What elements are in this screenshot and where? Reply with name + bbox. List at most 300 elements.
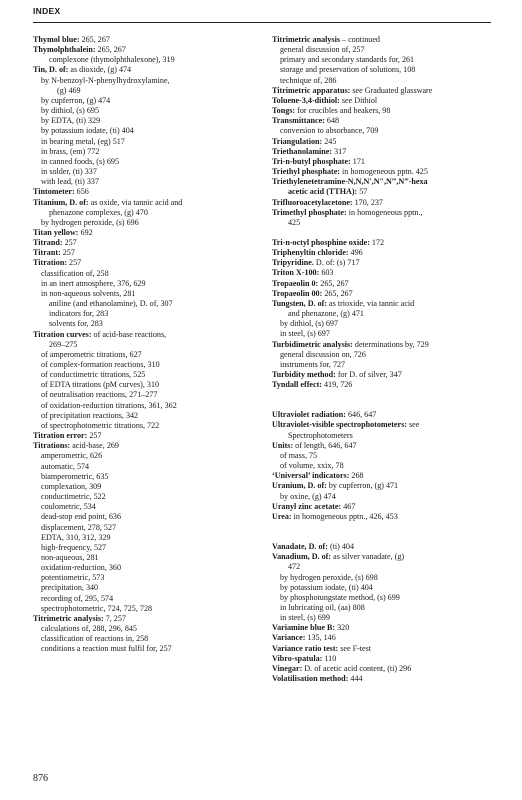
entry-text: in homogeneous pptn. 425 <box>339 167 428 177</box>
entry-heading: Trimethyl phosphate: <box>272 207 347 217</box>
entry-text: of length, 646, 647 <box>293 440 357 450</box>
entry-text: (g) 469 <box>57 85 81 95</box>
index-entry <box>272 137 498 147</box>
entry-text: technique of, 286 <box>280 75 337 85</box>
entry-text: indicators for, 283 <box>49 309 109 319</box>
entry-heading: Trifluoroacetylacetone: <box>272 197 353 207</box>
entry-heading: Tyndall effect: <box>272 380 322 390</box>
index-entry <box>33 228 265 238</box>
entry-heading: Vanadate, D. of: <box>272 542 328 552</box>
index-subentry <box>33 218 265 228</box>
index-subentry <box>33 96 265 106</box>
header-rule <box>33 22 491 23</box>
index-entry <box>272 248 498 258</box>
entry-heading: Vinegar: <box>272 663 303 673</box>
entry-text: solvents for, 283 <box>49 319 103 329</box>
index-subentry <box>33 167 265 177</box>
entry-text: automatic, 574 <box>41 461 90 471</box>
index-subentry <box>272 309 498 319</box>
index-subentry <box>33 411 265 421</box>
entry-text: of spectrophotometric titrations, 722 <box>41 420 160 430</box>
running-header: INDEX <box>33 6 61 16</box>
entry-heading: Turbidimetric analysis: <box>272 339 353 349</box>
index-entry <box>272 86 498 96</box>
entry-text: by hydrogen peroxide, (s) 698 <box>280 572 378 582</box>
entry-heading: Triethyl phosphate: <box>272 167 340 177</box>
index-subentry <box>33 208 265 218</box>
entry-text: determinations by, 729 <box>352 339 429 349</box>
entry-heading: Uranyl zinc acetate: <box>272 501 342 511</box>
entry-heading: Turbidity method: <box>272 370 336 379</box>
entry-heading: Triethylenetetramine-N,N,N′,N″,N‴,N‴-hexa <box>272 177 428 187</box>
index-subentry <box>272 360 498 370</box>
index-subentry <box>33 116 265 126</box>
index-subentry <box>33 451 265 461</box>
entry-text: storage and preservation of solutions, 108 <box>280 65 416 75</box>
entry-text: by cupferron, (g) 471 <box>326 481 399 491</box>
index-subentry <box>33 380 265 390</box>
index-subentry <box>272 218 498 228</box>
entry-text: 257 <box>87 431 102 441</box>
entry-heading: Urea: <box>272 511 292 521</box>
index-subentry <box>33 563 265 573</box>
entry-text: of precipitation reactions, 342 <box>41 410 139 420</box>
index-column-left <box>33 35 265 655</box>
index-entry <box>33 187 265 197</box>
entry-text: by potassium iodate, (ti) 404 <box>280 582 373 592</box>
entry-heading: Toluene-3,4-dithiol: <box>272 95 340 105</box>
entry-text: 265, 267 <box>322 288 353 298</box>
entry-text: by dithiol, (s) 697 <box>280 319 339 329</box>
index-entry <box>272 502 498 512</box>
section-gap <box>272 390 498 400</box>
entry-text: of EDTA titrations (pM curves), 310 <box>41 380 160 390</box>
index-subentry <box>33 390 265 400</box>
entry-text: non-aqueous, 281 <box>41 552 99 562</box>
entry-text: see F-test <box>338 643 372 653</box>
index-entry <box>33 431 265 441</box>
index-subentry <box>33 55 265 65</box>
index-subentry <box>33 421 265 431</box>
index-subentry <box>33 309 265 319</box>
entry-text: of volume, xxix, 78 <box>280 461 344 471</box>
entry-heading: Titration: <box>33 258 68 268</box>
index-subentry <box>33 624 265 634</box>
index-subentry <box>272 431 498 441</box>
entry-text: (ti) 404 <box>327 542 354 552</box>
index-entry <box>272 471 498 481</box>
index-subentry <box>33 279 265 289</box>
entry-text: by phosphotungstate method, (s) 699 <box>280 592 400 602</box>
entry-text: general discussion of, 257 <box>280 45 365 55</box>
entry-text: high-frequency, 527 <box>41 542 107 552</box>
index-subentry <box>33 76 265 86</box>
entry-text: of complex-formation reactions, 310 <box>41 360 160 369</box>
entry-text: 320 <box>335 623 350 633</box>
index-entry <box>272 198 498 208</box>
index-subentry <box>272 187 498 197</box>
index-entry <box>33 45 265 55</box>
index-entry <box>272 208 498 218</box>
index-subentry <box>33 482 265 492</box>
index-entry <box>272 633 498 643</box>
index-subentry <box>33 126 265 136</box>
index-entry <box>272 370 498 380</box>
entry-heading: Titration error: <box>33 431 88 441</box>
index-entry <box>33 198 265 208</box>
index-entry <box>272 380 498 390</box>
index-entry <box>272 674 498 684</box>
entry-heading: Thymolphthalein: <box>33 45 96 55</box>
entry-text: calculations of, 288, 296, 845 <box>41 624 137 634</box>
index-entry <box>33 441 265 451</box>
index-subentry <box>33 370 265 380</box>
index-subentry <box>272 126 498 136</box>
entry-text: 496 <box>348 248 363 258</box>
index-entry <box>272 552 498 562</box>
entry-heading: Titrimetric analysis: <box>33 613 104 623</box>
index-subentry <box>33 573 265 583</box>
index-subentry <box>33 289 265 299</box>
entry-text: complexation, 309 <box>41 481 102 491</box>
entry-heading: Volatilisation method: <box>272 674 349 684</box>
entry-text: in canned foods, (s) 695 <box>41 156 119 166</box>
entry-text: instruments for, 727 <box>280 359 346 369</box>
index-subentry <box>272 350 498 360</box>
entry-heading: Tropaeolin 00: <box>272 288 323 298</box>
entry-text: aniline (and ethanolamine), D. of, 307 <box>49 299 173 309</box>
entry-text: 7, 257 <box>103 613 126 623</box>
entry-text: 171 <box>350 156 365 166</box>
index-entry <box>272 167 498 177</box>
index-entry <box>272 340 498 350</box>
index-entry <box>272 268 498 278</box>
entry-text: oxidation-reduction, 360 <box>41 563 122 573</box>
index-entry <box>272 157 498 167</box>
section-gap <box>272 532 498 542</box>
index-subentry <box>33 147 265 157</box>
entry-text: in steel, (s) 697 <box>280 329 330 339</box>
entry-heading: Titration curves: <box>33 329 92 339</box>
entry-text: by oxine, (g) 474 <box>280 491 336 501</box>
entry-text: 444 <box>348 674 363 684</box>
entry-text: 317 <box>332 146 347 156</box>
index-subentry <box>33 360 265 370</box>
entry-text: 265, 267 <box>79 35 110 44</box>
index-subentry <box>272 329 498 339</box>
entry-heading: Thymol blue: <box>33 35 80 44</box>
index-subentry <box>272 583 498 593</box>
entry-text: precipitation, 340 <box>41 583 99 593</box>
entry-text: coulometric, 534 <box>41 502 96 512</box>
index-subentry <box>272 76 498 86</box>
index-subentry <box>33 137 265 147</box>
index-subentry <box>272 461 498 471</box>
index-subentry <box>33 543 265 553</box>
entry-heading: Variance ratio test: <box>272 643 339 653</box>
entry-text: D. of acetic acid content, (ti) 296 <box>302 663 412 673</box>
entry-text: for D. of silver, 347 <box>335 370 402 379</box>
index-subentry <box>33 177 265 187</box>
index-entry <box>272 441 498 451</box>
index-subentry <box>33 299 265 309</box>
entry-text: conversion to absorbance, 709 <box>280 126 379 136</box>
index-entry <box>272 289 498 299</box>
index-column-right <box>272 35 498 684</box>
entry-text: 467 <box>341 501 356 511</box>
entry-text: 425 <box>288 217 301 227</box>
entry-heading: Triphenyltin chloride: <box>272 248 349 258</box>
entry-text: by hydrogen peroxide, (s) 696 <box>41 217 139 227</box>
entry-text: 172 <box>369 237 385 247</box>
entry-text: 257 <box>62 238 77 248</box>
entry-heading: Tungsten, D. of: <box>272 298 328 308</box>
index-subentry <box>33 634 265 644</box>
entry-text: dead-stop end point, 636 <box>41 512 122 522</box>
index-subentry <box>33 401 265 411</box>
entry-heading: Tri-n-butyl phosphate: <box>272 156 351 166</box>
index-subentry <box>33 106 265 116</box>
index-entry <box>272 654 498 664</box>
index-entry <box>272 116 498 126</box>
entry-text: 419, 726 <box>321 380 353 390</box>
index-subentry <box>33 553 265 563</box>
index-subentry <box>33 472 265 482</box>
entry-text: in homogeneous pptn., <box>346 207 423 217</box>
index-entry <box>272 106 498 116</box>
entry-text: EDTA, 310, 312, 329 <box>41 532 111 542</box>
index-entry <box>272 177 498 187</box>
index-subentry <box>272 319 498 329</box>
entry-heading: Vanadium, D. of: <box>272 552 332 562</box>
entry-text: 646, 647 <box>345 410 377 420</box>
index-subentry <box>272 593 498 603</box>
entry-text: in homogeneous pptn., 426, 453 <box>291 511 398 521</box>
entry-text: by cupferron, (g) 474 <box>41 95 111 105</box>
entry-heading: Titrimetric analysis <box>272 35 340 44</box>
entry-text: complexone (thymolphthalexone), 319 <box>49 55 175 65</box>
index-subentry <box>33 340 265 350</box>
entry-heading: Triethanolamine: <box>272 146 333 156</box>
index-entry <box>33 614 265 624</box>
entry-text: of amperometric titrations, 627 <box>41 349 142 359</box>
entry-text: phenazone complexes, (g) 470 <box>49 207 148 217</box>
entry-heading: Transmittance: <box>272 116 325 126</box>
entry-text: 57 <box>357 187 368 197</box>
index-entry <box>272 147 498 157</box>
entry-text: spectrophotometric, 724, 725, 728 <box>41 603 153 613</box>
entry-text: 257 <box>60 248 75 258</box>
index-subentry <box>33 492 265 502</box>
index-entry <box>33 258 265 268</box>
entry-text: and phenazone, (g) 471 <box>288 309 364 319</box>
entry-text: conductimetric, 522 <box>41 492 106 502</box>
entry-text: as silver vanadate, (g) <box>331 552 405 562</box>
entry-text: 269–275 <box>49 339 78 349</box>
entry-text: 257 <box>67 258 82 268</box>
entry-heading: Titrations: <box>33 441 71 451</box>
entry-heading: Variamine blue B: <box>272 623 336 633</box>
entry-heading: Tropaeolin 0: <box>272 278 319 288</box>
entry-heading: Titanium, D. of: <box>33 197 89 207</box>
entry-heading: Tintometer: <box>33 187 75 197</box>
entry-text: by potassium iodate, (ti) 404 <box>41 126 134 136</box>
entry-text: amperometric, 626 <box>41 451 103 461</box>
entry-text: see Dithiol <box>339 95 378 105</box>
entry-text: D. of: (s) 717 <box>313 258 360 268</box>
index-subentry <box>272 573 498 583</box>
index-subentry <box>33 157 265 167</box>
entry-heading: Units: <box>272 440 294 450</box>
index-entry <box>272 542 498 552</box>
entry-text: in steel, (s) 699 <box>280 613 330 623</box>
index-entry <box>272 644 498 654</box>
entry-text: – continued <box>339 35 380 44</box>
entry-text: with lead, (ti) 337 <box>41 177 99 187</box>
index-subentry <box>33 350 265 360</box>
entry-text: 135, 146 <box>305 633 336 643</box>
index-entry <box>272 299 498 309</box>
entry-heading: Titrant: <box>33 248 61 258</box>
index-entry <box>33 248 265 258</box>
entry-text: of neutralisation reactions, 271–277 <box>41 390 158 400</box>
entry-text: by N-benzoyl-N-phenylhydroxylamine, <box>41 75 170 85</box>
entry-heading: Vibro-spatula: <box>272 653 323 663</box>
entry-text: in bearing metal, (eg) 517 <box>41 136 125 146</box>
index-subentry <box>272 45 498 55</box>
entry-heading: Triton X-100: <box>272 268 320 278</box>
index-subentry <box>33 462 265 472</box>
entry-text: of conductimetric titrations, 525 <box>41 370 146 380</box>
index-subentry <box>33 269 265 279</box>
entry-text: 648 <box>324 116 340 126</box>
index-entry <box>272 664 498 674</box>
entry-text: by dithiol, (s) 695 <box>41 106 100 116</box>
entry-text: 656 <box>74 187 89 197</box>
entry-text: primary and secondary standards for, 261 <box>280 55 415 65</box>
entry-text: classification of reactions in, 258 <box>41 634 149 644</box>
section-gap <box>272 400 498 410</box>
entry-text: 472 <box>288 562 301 572</box>
entry-heading: Titrimetric apparatus: <box>272 85 351 95</box>
index-entry <box>272 35 498 45</box>
entry-text: 170, 237 <box>352 197 383 207</box>
index-entry <box>272 410 498 420</box>
entry-text: 110 <box>322 653 337 663</box>
section-gap <box>272 228 498 238</box>
entry-text: in solder, (ti) 337 <box>41 167 97 177</box>
index-subentry <box>33 319 265 329</box>
index-subentry <box>272 613 498 623</box>
index-subentry <box>272 65 498 75</box>
index-subentry <box>272 451 498 461</box>
entry-heading: Titan yellow: <box>33 227 79 237</box>
index-subentry <box>33 644 265 654</box>
entry-text: 265, 267 <box>95 45 126 55</box>
entry-text: displacement, 278, 527 <box>41 522 117 532</box>
entry-text: by EDTA, (ti) 329 <box>41 116 101 126</box>
entry-text: see <box>406 420 420 430</box>
index-entry <box>272 238 498 248</box>
entry-text: as trioxide, via tannic acid <box>327 298 415 308</box>
index-subentry <box>33 533 265 543</box>
entry-text: of mass, 75 <box>280 450 318 460</box>
index-subentry <box>33 512 265 522</box>
index-entry <box>272 279 498 289</box>
index-entry <box>272 623 498 633</box>
index-entry <box>272 258 498 268</box>
entry-text: as dioxide, (g) 474 <box>68 65 132 75</box>
entry-text: classification of, 258 <box>41 268 109 278</box>
entry-text: recording of, 295, 574 <box>41 593 114 603</box>
entry-text: 692 <box>78 227 93 237</box>
entry-text: as oxide, via tannic acid and <box>88 197 183 207</box>
index-subentry <box>33 502 265 512</box>
entry-text: 245 <box>322 136 337 146</box>
index-subentry <box>272 562 498 572</box>
entry-heading: Uranium, D. of: <box>272 481 327 491</box>
index-subentry <box>33 604 265 614</box>
entry-text: see Graduated glassware <box>350 85 433 95</box>
section-gap <box>272 522 498 532</box>
entry-text: general discussion on, 726 <box>280 349 366 359</box>
index-subentry <box>33 523 265 533</box>
entry-heading: Titrand: <box>33 238 63 248</box>
entry-heading: acetic acid (TTHA): <box>288 187 358 197</box>
index-entry <box>33 238 265 248</box>
index-entry <box>272 512 498 522</box>
entry-text: conditions a reaction must fulfil for, 257 <box>41 644 172 654</box>
entry-text: of acid-base reactions, <box>91 329 167 339</box>
index-entry <box>33 65 265 75</box>
index-subentry <box>33 594 265 604</box>
entry-heading: Variance: <box>272 633 306 643</box>
index-entry <box>272 481 498 491</box>
entry-text: 265, 267 <box>318 278 349 288</box>
entry-heading: Tongs: <box>272 106 296 116</box>
entry-text: in lubricating oil, (aa) 808 <box>280 602 365 612</box>
entry-text: potentiometric, 573 <box>41 573 105 583</box>
index-subentry <box>33 583 265 593</box>
index-entry <box>33 35 265 45</box>
entry-text: biamperometric, 635 <box>41 471 109 481</box>
entry-text: in non-aqueous solvents, 281 <box>41 288 136 298</box>
entry-heading: Ultraviolet-visible spectrophotometers: <box>272 420 407 430</box>
entry-text: Spectrophotometers <box>288 430 353 440</box>
index-subentry <box>272 603 498 613</box>
entry-heading: Tri-n-octyl phosphine oxide: <box>272 237 370 247</box>
entry-text: in brass, (em) 772 <box>41 146 100 156</box>
index-entry <box>272 96 498 106</box>
entry-heading: Tin, D. of: <box>33 65 69 75</box>
entry-text: for crucibles and beakers, 98 <box>295 106 391 116</box>
entry-heading: Tripyridine. <box>272 258 314 268</box>
index-entry <box>33 330 265 340</box>
entry-text: of oxidation-reduction titrations, 361, 362 <box>41 400 177 410</box>
index-subentry <box>33 86 265 96</box>
entry-heading: Ultraviolet radiation: <box>272 410 346 420</box>
entry-text: acid-base, 269 <box>70 441 119 451</box>
entry-text: 268 <box>349 471 364 481</box>
entry-heading: ‘Universal’ indicators: <box>272 471 350 481</box>
entry-heading: Triangulation: <box>272 136 323 146</box>
entry-text: 603 <box>319 268 334 278</box>
page-number: 876 <box>33 773 48 784</box>
index-subentry <box>272 55 498 65</box>
entry-text: in an inert atmosphere, 376, 629 <box>41 278 146 288</box>
index-subentry <box>272 492 498 502</box>
index-entry <box>272 420 498 430</box>
